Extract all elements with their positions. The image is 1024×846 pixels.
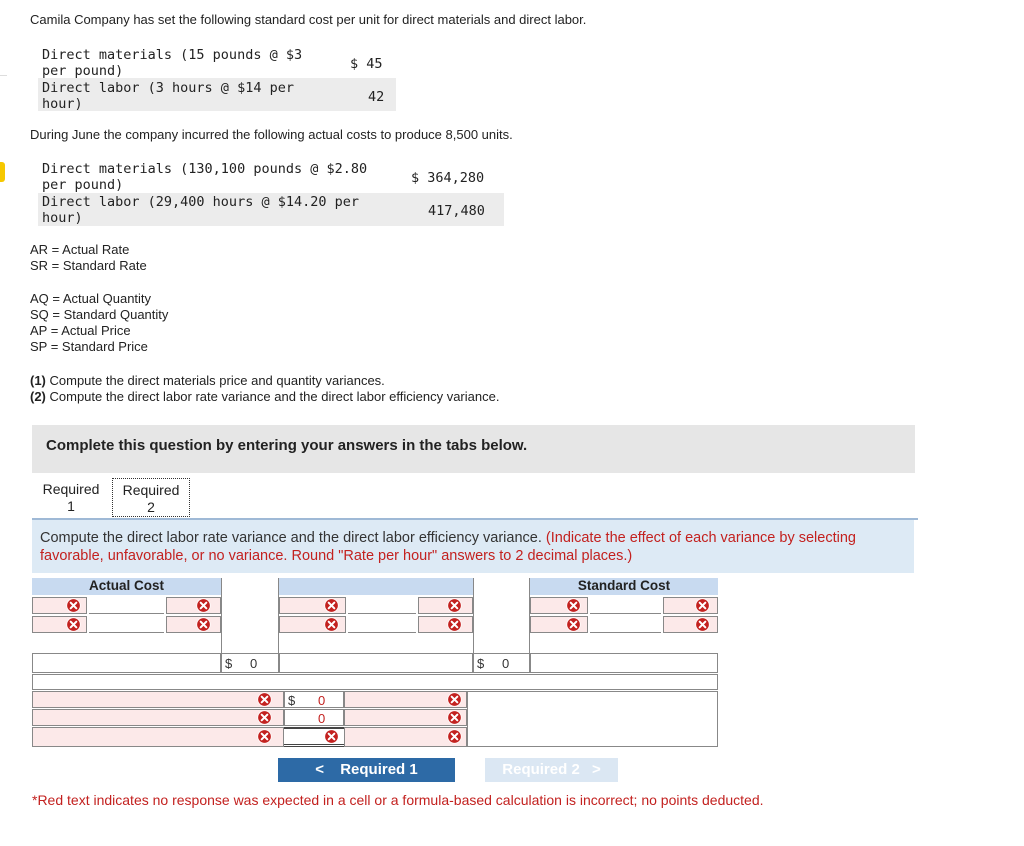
actual-cost-header: Actual Cost	[32, 578, 221, 595]
error-icon	[66, 598, 81, 613]
efficiency-variance-value: 0	[318, 711, 326, 726]
error-icon	[447, 617, 462, 632]
error-icon	[324, 598, 339, 613]
total-standard-cost	[530, 653, 718, 673]
error-icon	[566, 598, 581, 613]
spacer-col-2	[473, 578, 530, 654]
variance-grid	[32, 578, 718, 749]
error-icon	[447, 692, 462, 707]
variance-label-row	[32, 674, 718, 690]
total-cell-1[interactable]: $ 0	[221, 653, 279, 673]
error-icon	[66, 617, 81, 632]
std-dm-amount: $ 45	[350, 56, 383, 72]
error-icon	[695, 598, 710, 613]
actual-cost-table	[38, 159, 504, 226]
standard-cost-header: Standard Cost	[530, 578, 718, 595]
mid-header	[279, 578, 473, 595]
std-rate-input-1[interactable]	[590, 597, 661, 614]
tab-required-2[interactable]: Required 2	[112, 478, 190, 517]
abbrev-quantities: AQ = Actual Quantity SQ = Standard Quantity AP = Actual Price SP = Standard Price	[30, 291, 169, 354]
variance-notes-area	[467, 691, 718, 747]
std-dl-label: Direct labor (3 hours @ $14 per hour)	[42, 80, 294, 112]
total-value-1: 0	[250, 656, 258, 671]
error-icon	[324, 729, 339, 744]
error-icon	[196, 617, 211, 632]
next-required-button[interactable]: Required 2 >	[485, 758, 618, 782]
rate-variance-amount[interactable]: $ 0	[284, 691, 344, 708]
june-intro-text: During June the company incurred the following actual costs to produce 8,500 units.	[30, 127, 513, 142]
tab-required-1[interactable]: Required 1	[42, 481, 100, 514]
intro-text: Camila Company has set the following standard cost per unit for direct materials and direct labor.	[30, 12, 587, 27]
actual-result-input-2[interactable]	[166, 616, 221, 633]
instructions-banner: Complete this question by entering your answers in the tabs below.	[32, 425, 915, 473]
error-icon	[447, 598, 462, 613]
chevron-right-icon: >	[591, 761, 601, 778]
act-dm-label: Direct materials (130,100 pounds @ $2.80 per pound)	[42, 161, 368, 193]
act-dm-amount: $ 364,280	[411, 170, 485, 186]
error-icon	[566, 617, 581, 632]
total-mid	[279, 653, 473, 673]
rate-variance-label[interactable]	[32, 691, 284, 708]
total-value-2: 0	[502, 656, 510, 671]
error-icon	[447, 710, 462, 725]
error-icon	[695, 617, 710, 632]
spacer-col-1	[221, 578, 279, 654]
tab-instruction: Compute the direct labor rate variance and the direct labor efficiency variance. (Indicate the effect of each variance by selecting favorable, unfavorable, or no variance. Round "Rate per hour" answers to 2 decimal places.)	[32, 520, 914, 573]
std-rate-input-2[interactable]	[590, 616, 661, 633]
act-dl-amount: 417,480	[428, 203, 485, 219]
act-dl-label: Direct labor (29,400 hours @ $14.20 per hour)	[42, 194, 359, 226]
task-1: (1) Compute the direct materials price and quantity variances.	[30, 373, 385, 388]
actual-rate-input-1[interactable]	[89, 597, 164, 614]
mid-input-2b[interactable]	[348, 616, 416, 633]
footnote: *Red text indicates no response was expected in a cell or a formula-based calculation is incorrect; no points deducted.	[32, 792, 764, 808]
total-variance-label[interactable]	[32, 727, 284, 747]
total-actual-cost	[32, 653, 221, 673]
error-icon	[324, 617, 339, 632]
total-cell-2[interactable]: $ 0	[473, 653, 530, 673]
error-icon	[257, 729, 272, 744]
mid-input-1c[interactable]	[418, 597, 473, 614]
chevron-left-icon: <	[315, 761, 325, 778]
std-dl-amount: 42	[368, 89, 385, 105]
mid-input-2c[interactable]	[418, 616, 473, 633]
rate-variance-value: 0	[318, 693, 326, 708]
abbrev-rates: AR = Actual Rate SR = Standard Rate	[30, 242, 147, 273]
standard-cost-table	[38, 45, 396, 111]
task-2: (2) Compute the direct labor rate variance and the direct labor efficiency variance.	[30, 389, 500, 404]
question-marker	[0, 162, 5, 182]
error-icon	[257, 710, 272, 725]
edge-divider	[0, 75, 7, 76]
error-icon	[447, 729, 462, 744]
actual-rate-input-2[interactable]	[89, 616, 164, 633]
efficiency-variance-label[interactable]	[32, 709, 284, 726]
prev-required-button[interactable]: < Required 1	[278, 758, 455, 782]
mid-input-1b[interactable]	[348, 597, 416, 614]
error-icon	[257, 692, 272, 707]
error-icon	[196, 598, 211, 613]
actual-result-input-1[interactable]	[166, 597, 221, 614]
task-list	[30, 373, 499, 405]
std-dm-label: Direct materials (15 pounds @ $3 per pound)	[42, 47, 303, 79]
efficiency-variance-amount[interactable]	[284, 709, 344, 726]
